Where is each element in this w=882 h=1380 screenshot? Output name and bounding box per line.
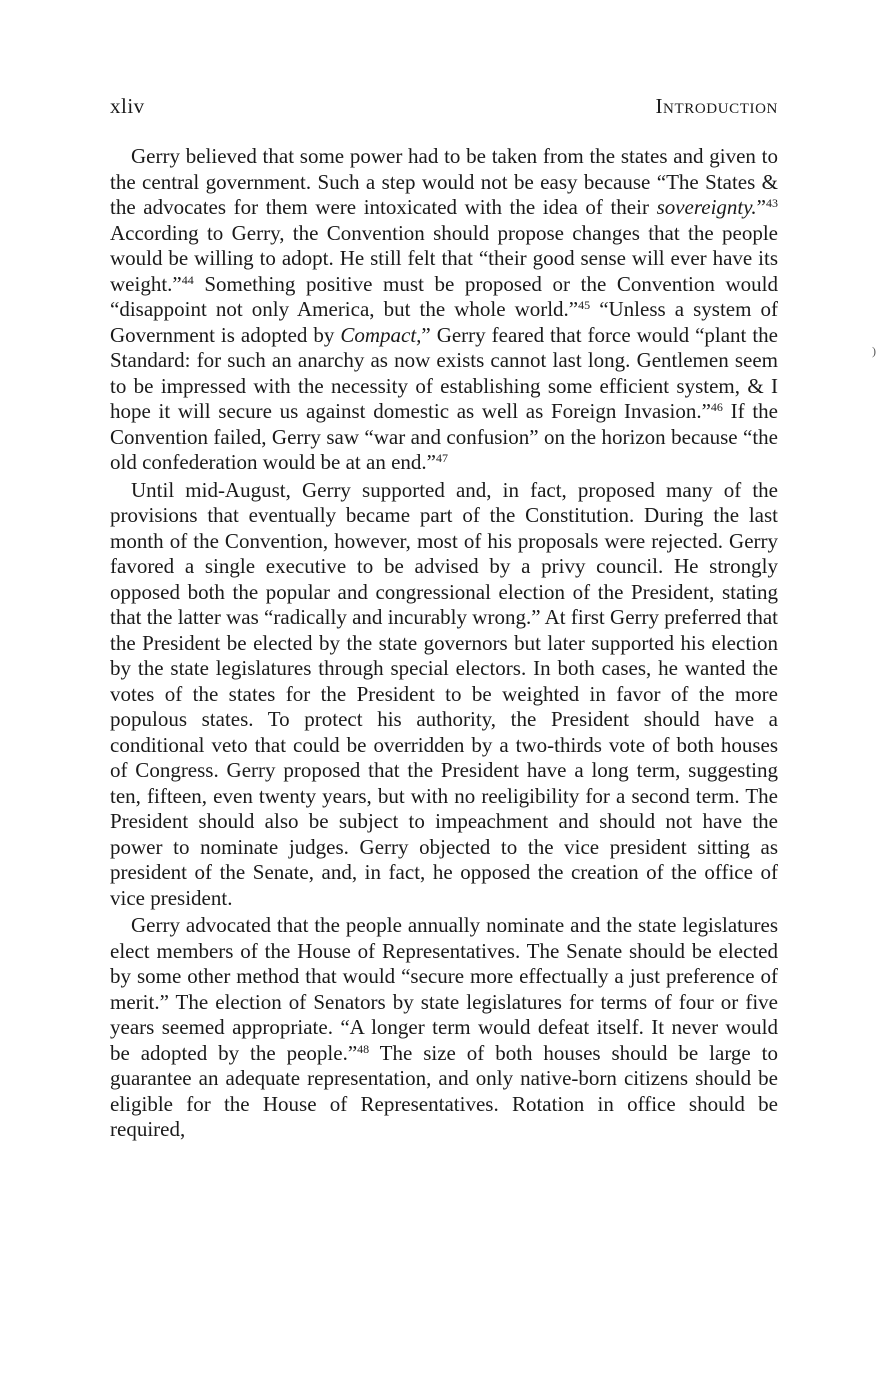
body-text [110, 144, 778, 1143]
footnote-ref-47: 47 [435, 451, 448, 465]
section-title: Introduction [655, 94, 778, 118]
paragraph-2: Until mid-August, Gerry supported and, in fact, proposed many of the provisions that eventually became part of the Constitution. During the last month of the Convention, however, most of his proposals were rejected. Gerry favored a single executive to be advised by a privy council. He strongly opposed both the popular and congressional election of the President, stating that the latter was “radically and incurably wrong.” At first Gerry preferred that the President be elected by the state governors but later supported his election by the state legislatures through special electors. In both cases, he wanted the votes of the states for the President to be weighted in favor of the more populous states. To protect his authority, the President should have a conditional veto that could be overridden by a two-thirds vote of both houses of Congress. Gerry proposed that the President have a long term, suggesting ten, fifteen, even twenty years, but with no reeligibility for a second term. The President should also be subject to impeachment and should not have the power to nominate judges. Gerry objected to the vice president sitting as president of the Senate, and, in fact, he opposed the creation of the office of vice president. [110, 477, 778, 910]
text-run: ” Gerry feared that force would “plant the Standard: for such an anarchy as now exists cannot last long. Gentlemen seem to be impressed with the necessity of establishing some efficient system, & I hope it will secure us against domestic as well as Foreign Invasion.” [110, 322, 779, 423]
text-run: According to Gerry, the Convention should propose changes that the people would be willing to adopt. He still felt that “their good sense will ever have its weight.” [110, 220, 778, 296]
footnote-ref-45: 45 [578, 298, 591, 312]
text-run: Gerry believed that some power had to be taken from the states and given to the central government. Such a step would not be easy because “The States & the advocates for them were intoxicated with the idea of their [110, 144, 778, 219]
margin-mark: ) [872, 344, 876, 358]
footnote-ref-48: 48 [357, 1041, 370, 1056]
paragraph-3 [110, 913, 778, 1143]
footnote-ref-43: 43 [766, 196, 778, 210]
text-run: Gerry advocated that the people annually nominate and the state legislatures elect members of the House of Representatives. The Senate should be elected by some other method that would “secure more effectually a just preference of merit.” The election of Senators by state legislatures for terms of four or five years seemed appropriate. “A longer term would defeat itself. It never would be adopted by the people.” [110, 913, 778, 1065]
footnote-ref-44: 44 [181, 272, 194, 287]
text-run: Something positive must be proposed or the Convention would “disappoint not only America, but the whole world.” [110, 271, 778, 321]
footnote-ref-46: 46 [710, 400, 723, 414]
emphasis: Compact, [340, 322, 422, 347]
text-run: ” [756, 195, 766, 219]
text-run: The size of both houses should be large to guarantee an adequate representation, and only native-born citizens should be eligible for the House of Representatives. Rotation in office should be required, [110, 1040, 778, 1141]
emphasis: sovereignty. [656, 195, 757, 219]
running-head [110, 94, 778, 124]
page-number: xliv [110, 94, 145, 118]
paragraph-1 [110, 144, 778, 476]
text-run: “Unless a system of Government is adopted by [110, 297, 778, 347]
text-run: If the Convention failed, Gerry saw “war and confusion” on the horizon because “the old confederation would be at an end.” [110, 399, 778, 474]
